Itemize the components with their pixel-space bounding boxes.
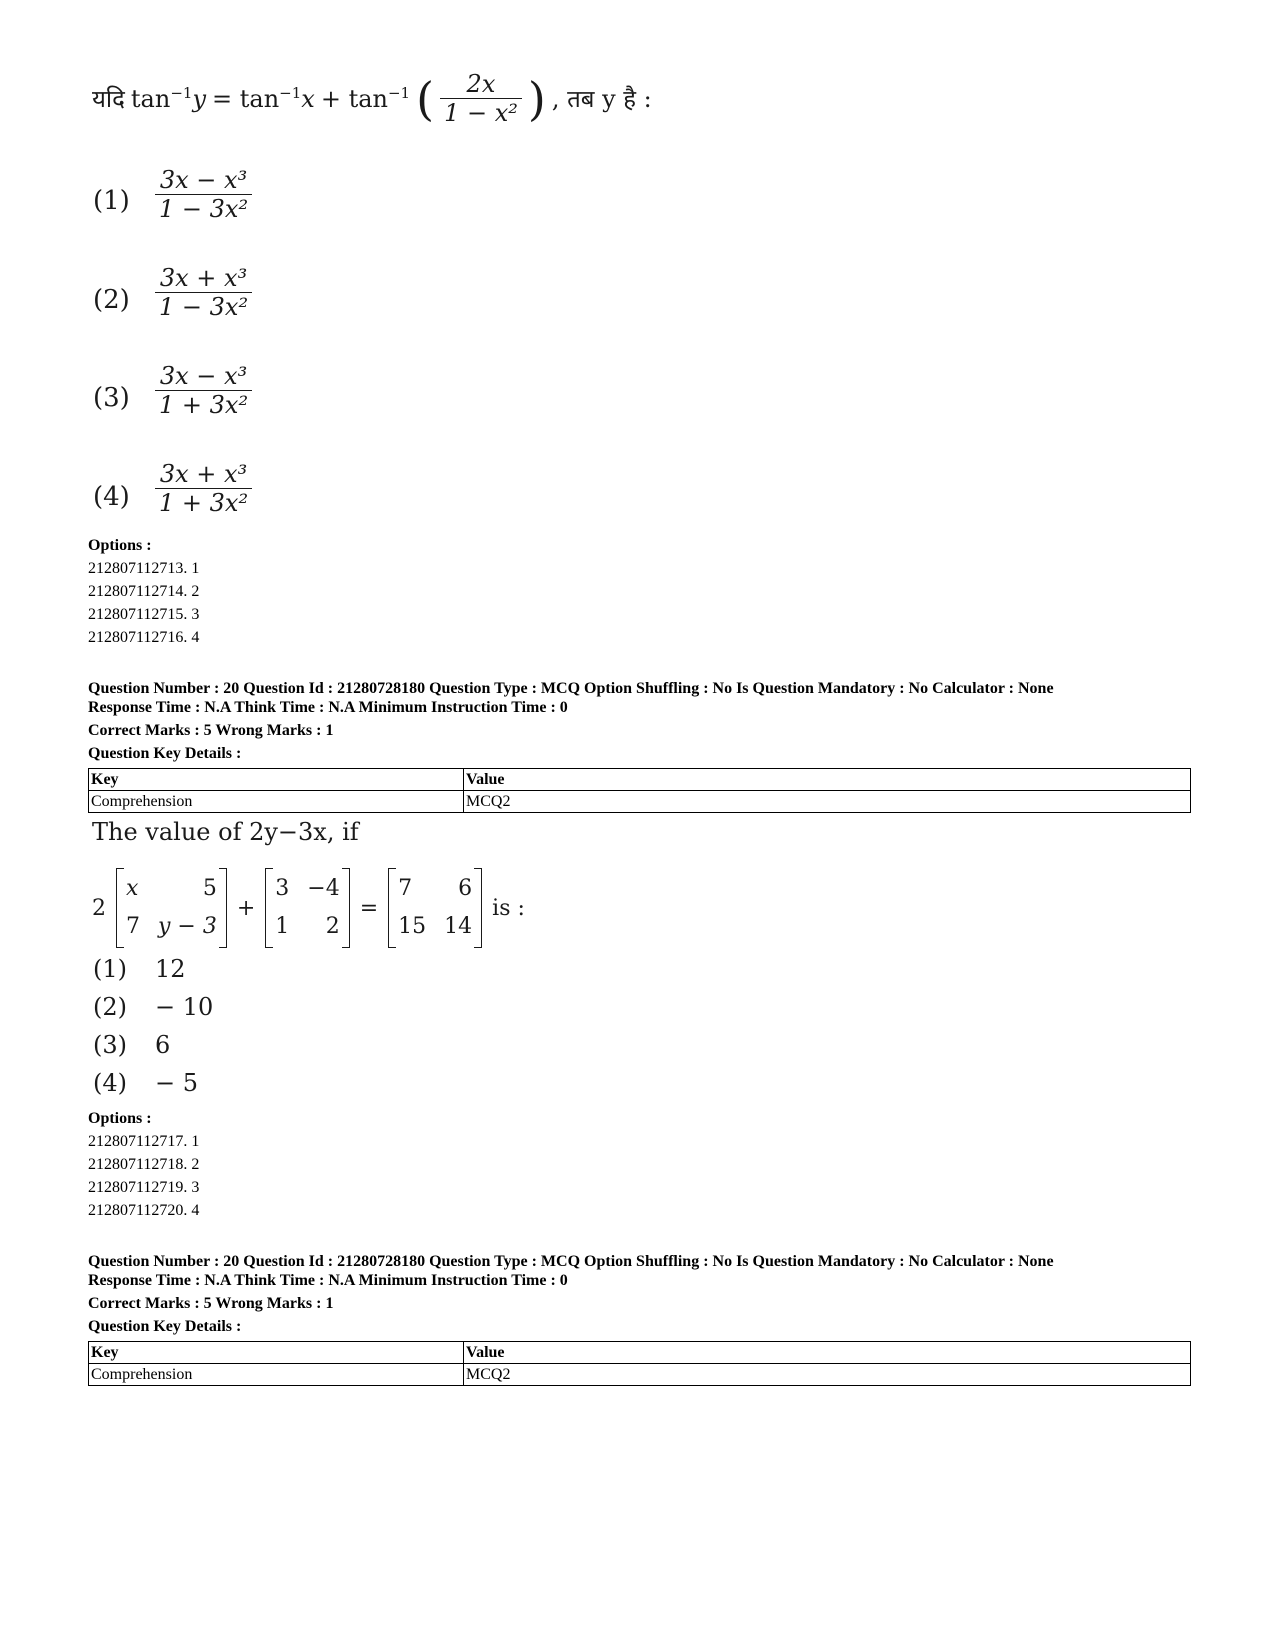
q19-eq-plus: + $\tan^{-1}$ — [320, 84, 411, 113]
matrix-a: x 5 7 y − 3 — [116, 868, 227, 948]
q21-value-header: Value — [464, 1342, 1191, 1364]
q19-option-3: 212807112715. 3 — [88, 606, 200, 623]
q20-key-details-title: Question Key Details : — [88, 745, 242, 762]
q20-choice-3-label: (3) — [93, 1031, 127, 1059]
q19-suffix: , तब y है : — [551, 85, 652, 113]
q20-option-1: 212807112717. 1 — [88, 1133, 200, 1150]
q19-choice-3: $\frac{\text{3x − x³}}{\text{1 + 3x²}}$ — [155, 362, 252, 419]
q20-option-3: 212807112719. 3 — [88, 1179, 200, 1196]
matrix-b: 3 −4 1 2 — [265, 868, 349, 948]
q20-value-cell: MCQ2 — [464, 791, 1191, 813]
q21-marks: Correct Marks : 5 Wrong Marks : 1 — [88, 1295, 334, 1312]
q20-matrix-equation — [92, 868, 525, 948]
q19-option-4: 212807112716. 4 — [88, 629, 200, 646]
q20-equals: = — [359, 895, 379, 921]
q20-option-4: 212807112720. 4 — [88, 1202, 200, 1219]
q21-key-details-title: Question Key Details : — [88, 1318, 242, 1335]
q21-key-header: Key — [89, 1342, 464, 1364]
q20-value-header: Value — [464, 769, 1191, 791]
q20-option-2: 212807112718. 2 — [88, 1156, 200, 1173]
q20-meta-line1: Question Number : 20 Question Id : 21280728180 Question Type : MCQ Option Shuffling : No Is Question Mandatory : No Calculator : None — [88, 680, 1054, 697]
q19-choice-2: $\frac{\text{3x + x³}}{\text{1 − 3x²}}$ — [155, 264, 252, 321]
q19-choice-3-label: (3) — [93, 383, 130, 413]
q21-meta-line1: Question Number : 20 Question Id : 21280728180 Question Type : MCQ Option Shuffling : No Is Question Mandatory : No Calculator : None — [88, 1253, 1054, 1270]
q20-choice-2-value: − 10 — [155, 993, 214, 1021]
q20-plus: + — [236, 895, 256, 921]
q19-option-2: 212807112714. 2 — [88, 583, 200, 600]
q19-choice-4-label: (4) — [93, 482, 130, 512]
q21-key-cell: Comprehension — [89, 1364, 464, 1386]
q19-choice-1-label: (1) — [93, 186, 130, 216]
q19-choice-4: $\frac{\text{3x + x³}}{\text{1 + 3x²}}$ — [155, 460, 252, 517]
q21-meta-line2: Response Time : N.A Think Time : N.A Minimum Instruction Time : 0 — [88, 1272, 568, 1289]
q20-question-text: The value of 2y−3x, if — [92, 818, 359, 846]
q20-is-text: is : — [492, 895, 525, 921]
q19-question — [92, 70, 652, 127]
q19-eq-left: $\tan^{-1}y$ — [130, 84, 206, 113]
q20-choice-4-label: (4) — [93, 1069, 127, 1097]
q19-choice-2-label: (2) — [93, 285, 130, 315]
q19-fraction: $\frac{2x}{\text{1 − x²}}$ — [440, 70, 522, 127]
q19-eq-mid: = $\tan^{-1}x$ — [212, 84, 315, 113]
q21-key-table — [88, 1341, 1191, 1386]
q19-option-1: 212807112713. 1 — [88, 560, 200, 577]
q20-marks: Correct Marks : 5 Wrong Marks : 1 — [88, 722, 334, 739]
q20-choice-3-value: 6 — [155, 1031, 171, 1059]
q20-scalar: 2 — [92, 895, 106, 921]
q20-meta-line2: Response Time : N.A Think Time : N.A Minimum Instruction Time : 0 — [88, 699, 568, 716]
q20-key-header: Key — [89, 769, 464, 791]
q19-prefix: यदि — [92, 85, 125, 113]
right-paren: ) — [527, 71, 546, 126]
left-paren: ( — [416, 71, 435, 126]
matrix-c: 7 6 15 14 — [388, 868, 482, 948]
q20-choice-1-value: 12 — [155, 955, 186, 983]
q20-key-cell: Comprehension — [89, 791, 464, 813]
q20-choice-2-label: (2) — [93, 993, 127, 1021]
q20-options-title: Options : — [88, 1110, 152, 1127]
q19-choice-1: $\frac{\text{3x − x³}}{\text{1 − 3x²}}$ — [155, 166, 252, 223]
q20-choice-1-label: (1) — [93, 955, 127, 983]
q20-choice-4-value: − 5 — [155, 1069, 199, 1097]
q19-options-title: Options : — [88, 537, 152, 554]
q20-key-table — [88, 768, 1191, 813]
q21-value-cell: MCQ2 — [464, 1364, 1191, 1386]
